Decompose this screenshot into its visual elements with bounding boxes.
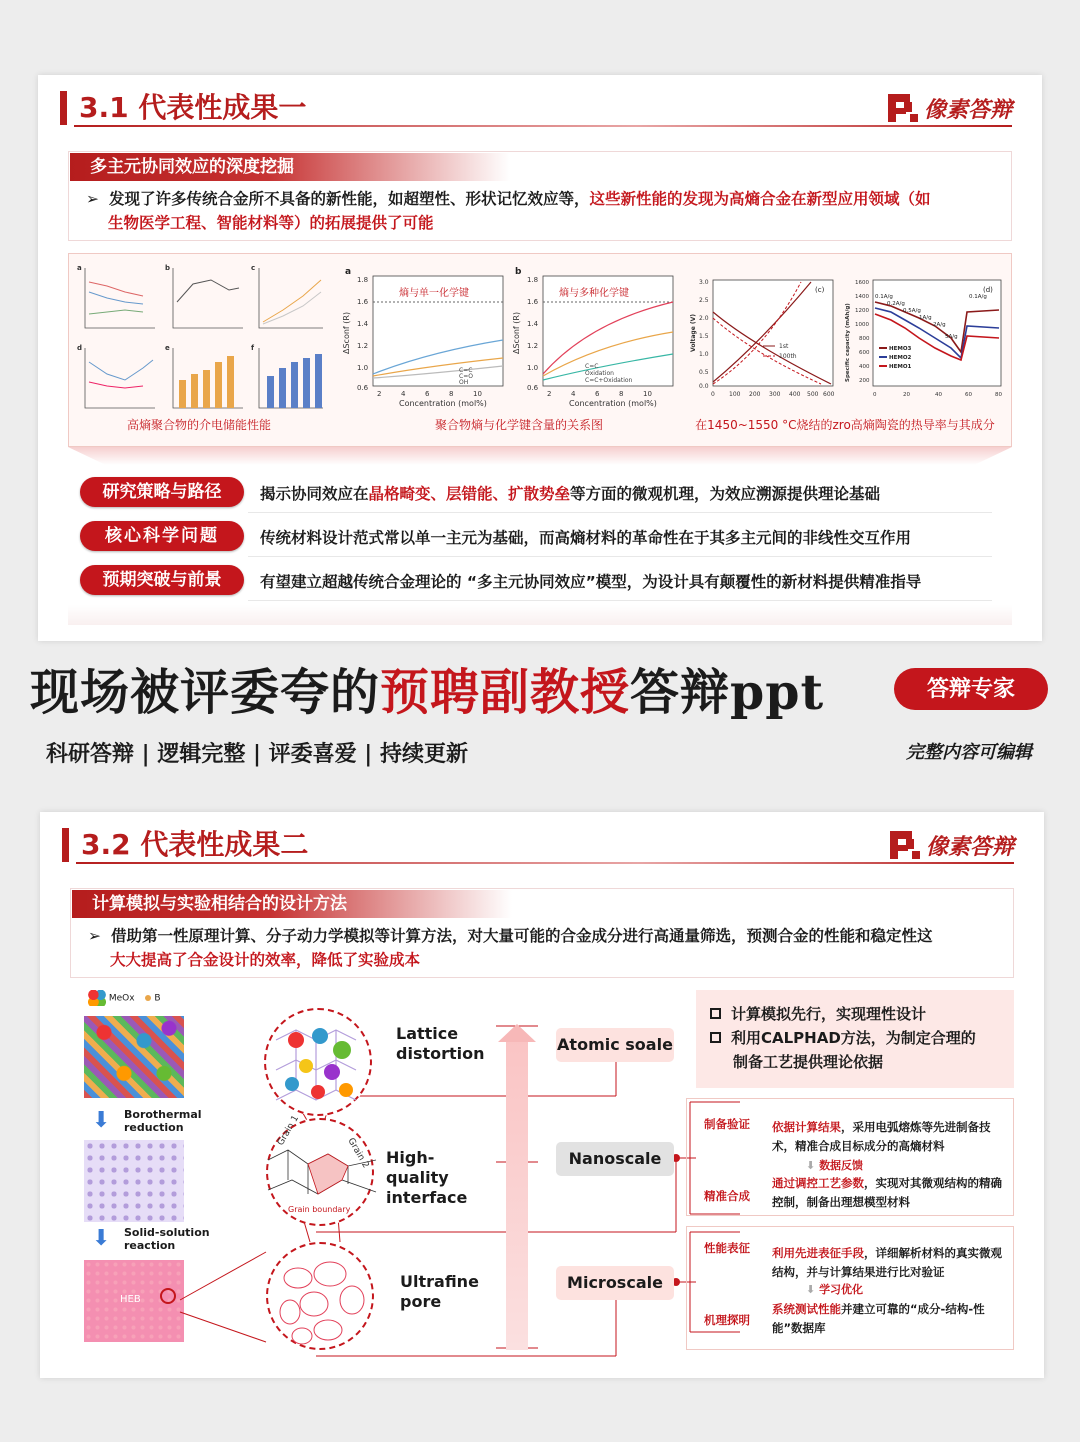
nanoscale-box: Nanoscale xyxy=(556,1142,674,1176)
legend-c-first: 1st xyxy=(779,343,789,350)
tag-precise-synthesis: 精准合成 xyxy=(704,1189,750,1203)
row-strategy-red: 晶格畸变、层错能、扩散势垒 xyxy=(368,485,571,503)
brand-name: 像素答辩 xyxy=(925,834,1014,860)
tag-fabrication-verify: 制备验证 xyxy=(704,1117,750,1131)
dielectric-mini-plots xyxy=(77,262,327,418)
slide-title: 3.2 代表性成果二 xyxy=(62,828,308,862)
row-core-question-text: 传统材料设计范式常以单一主元为基础，而高熵材料的革命性在于其多主元间的非线性交互作用 xyxy=(260,529,912,547)
svg-text:200: 200 xyxy=(749,391,761,398)
caption-ceramic: 在1450~1550 °C烧结的zro高熵陶瓷的热导率与其成分 xyxy=(695,418,995,432)
svg-text:800: 800 xyxy=(859,336,870,342)
grain-boundary-label: Grain boundary xyxy=(288,1205,351,1214)
plot-entropy-multi-bond xyxy=(509,262,679,410)
panel-b-label: b xyxy=(515,267,522,277)
arrow-bullet-icon: ➢ xyxy=(88,927,101,945)
svg-text:f: f xyxy=(251,344,255,352)
rate-label-4: 1A/g xyxy=(919,315,932,321)
interface-circle xyxy=(266,1113,374,1226)
dielectric-plots-grid xyxy=(77,262,327,416)
bullet-plain-text: 发现了许多传统合金所不具备的新性能，如超塑性、形状记忆效应等， xyxy=(109,190,590,208)
pore-circle xyxy=(266,1242,374,1350)
section-subhead: 多主元协同效应的深度挖掘 xyxy=(70,153,510,181)
brand-mark-icon xyxy=(888,94,918,122)
grain1-label: Grain 1 xyxy=(275,1113,302,1148)
rate-label-7: 0.1A/g xyxy=(969,294,987,300)
plot-b-xlabel: Concentration (mol%) xyxy=(569,399,657,408)
plot-a-ylabel: ΔSconf (R) xyxy=(342,311,351,354)
label-pore-text: Ultrafine pore xyxy=(400,1272,479,1311)
check-item-2-cont: 制备工艺提供理论依据 xyxy=(733,1053,884,1071)
legend-cc: C=C xyxy=(459,367,473,374)
nano-note-2-red: 通过调控工艺参数 xyxy=(772,1176,864,1190)
micro-note-1-red: 利用先进表征手段 xyxy=(772,1246,864,1260)
svg-text:20: 20 xyxy=(903,392,910,398)
svg-text:3.0: 3.0 xyxy=(699,279,709,286)
svg-text:0.0: 0.0 xyxy=(699,383,709,390)
svg-text:0: 0 xyxy=(711,391,715,398)
row-strategy-pre: 揭示协同效应在 xyxy=(260,485,369,503)
svg-text:1.0: 1.0 xyxy=(527,364,539,372)
svg-text:6: 6 xyxy=(595,390,600,398)
title-divider xyxy=(74,125,1012,127)
label-lattice-text: Lattice distortion xyxy=(396,1024,485,1063)
nano-note-2-text: ，实现对其微观结构的精确控制，制备出理想模型材料 xyxy=(772,1176,1002,1209)
svg-text:0.6: 0.6 xyxy=(357,384,369,392)
legend-meo: MeOx xyxy=(108,993,135,1004)
promo-headline xyxy=(30,654,824,724)
tagline: 科研答辩 | 逻辑完整 | 评委喜爱 | 持续更新 xyxy=(46,741,468,767)
pore-structure-image xyxy=(268,1244,376,1352)
nano-note-1-red: 依据计算结果 xyxy=(772,1120,841,1134)
row-divider xyxy=(248,556,992,557)
checklist-item xyxy=(710,1002,976,1026)
svg-text:1.2: 1.2 xyxy=(527,342,539,350)
svg-text:600: 600 xyxy=(859,350,870,356)
legend-oh: OH xyxy=(459,379,469,386)
svg-text:400: 400 xyxy=(859,364,870,370)
svg-text:2: 2 xyxy=(547,390,552,398)
svg-text:1.6: 1.6 xyxy=(357,298,369,306)
svg-text:1.6: 1.6 xyxy=(527,298,539,306)
svg-text:0: 0 xyxy=(873,392,877,398)
pill-core-question: 核心科学问题 xyxy=(80,521,244,551)
legend-co: C=O xyxy=(459,373,473,380)
plot-a-xlabel: Concentration (mol%) xyxy=(399,399,487,408)
svg-text:400: 400 xyxy=(789,391,801,398)
figure-panel xyxy=(68,253,1012,447)
rate-label-6: 5A/g xyxy=(945,334,958,340)
label-interface-text: High-quality interface xyxy=(386,1148,468,1207)
bullet-red-text: 这些新性能的发现为高熵合金在新型应用领域（如 xyxy=(589,190,931,208)
svg-text:600: 600 xyxy=(823,391,835,398)
legend-hemo1: HEMO1 xyxy=(889,364,912,370)
row-strategy xyxy=(68,473,992,513)
svg-text:200: 200 xyxy=(859,378,870,384)
svg-text:100: 100 xyxy=(729,391,741,398)
micro-learning-text: 学习优化 xyxy=(819,1283,864,1296)
svg-text:80: 80 xyxy=(995,392,1002,398)
nano-note-1 xyxy=(772,1118,1008,1156)
svg-text:c: c xyxy=(251,264,256,272)
slide-title: 3.1 代表性成果一 xyxy=(60,91,306,125)
panel-a-label: a xyxy=(345,267,352,277)
rows-footer xyxy=(68,605,1012,625)
lattice-circle xyxy=(264,1008,372,1116)
svg-text:1000: 1000 xyxy=(855,322,869,328)
micro-note-2-text: 并建立可靠的“成分-结构-性能”数据库 xyxy=(772,1302,985,1335)
svg-text:1.2: 1.2 xyxy=(357,342,369,350)
micro-note-2 xyxy=(772,1300,1008,1338)
svg-text:1200: 1200 xyxy=(855,308,869,314)
svg-text:2.5: 2.5 xyxy=(699,297,709,304)
svg-text:1600: 1600 xyxy=(855,280,869,286)
svg-text:1400: 1400 xyxy=(855,294,869,300)
section-subhead: 计算模拟与实验相结合的设计方法 xyxy=(72,890,512,918)
checkbox-icon xyxy=(710,1032,721,1043)
legend-b-cc: C=C xyxy=(585,363,599,370)
rate-label-2: 0.2A/g xyxy=(887,301,905,307)
svg-text:1.5: 1.5 xyxy=(699,333,709,340)
micro-note-2-red: 系统测试性能 xyxy=(772,1302,841,1316)
nano-note-1-text: ，采用电弧熔炼等先进制备技术，精准合成目标成分的高熵材料 xyxy=(772,1120,991,1153)
checklist-item xyxy=(710,1026,976,1050)
plot-b-ylabel: ΔSconf (R) xyxy=(512,311,521,354)
legend-b: B xyxy=(154,993,161,1004)
svg-text:500: 500 xyxy=(807,391,819,398)
caption-entropy: 聚合物熵与化学键含量的关系图 xyxy=(434,418,603,432)
check-item-2-text: 利用CALPHAD方法，为制定合理的 xyxy=(731,1029,976,1047)
row-strategy-post: 等方面的微观机理，为效应溯源提供理论基础 xyxy=(570,485,881,503)
nano-feedback-text: 数据反馈 xyxy=(819,1159,864,1172)
label-pore xyxy=(400,1272,480,1312)
step-solid-solution: Solid-solution reaction xyxy=(124,1226,210,1252)
row-divider xyxy=(248,512,992,513)
micro-note-1 xyxy=(772,1244,1008,1282)
svg-text:1.0: 1.0 xyxy=(357,364,369,372)
scale-arrow xyxy=(506,1038,528,1350)
down-arrow-icon: ⬇ xyxy=(92,1108,111,1133)
svg-text:b: b xyxy=(165,264,171,272)
intro-bullet xyxy=(86,187,1006,235)
pill-strategy: 研究策略与路径 xyxy=(80,477,244,507)
down-arrow-icon: ⬇ xyxy=(806,1159,816,1172)
svg-text:8: 8 xyxy=(619,390,624,398)
plot-voltage xyxy=(691,272,841,412)
svg-text:10: 10 xyxy=(643,390,652,398)
svg-text:4: 4 xyxy=(571,390,576,398)
tag-characterization: 性能表征 xyxy=(704,1241,750,1255)
svg-text:1.4: 1.4 xyxy=(357,320,369,328)
legend-hemo2: HEMO2 xyxy=(889,355,912,361)
brand-name: 像素答辩 xyxy=(923,97,1012,123)
svg-text:40: 40 xyxy=(935,392,942,398)
svg-text:0.5: 0.5 xyxy=(699,369,709,376)
svg-text:6: 6 xyxy=(425,390,430,398)
label-interface xyxy=(386,1148,496,1208)
legend-b-combined: C=C+Oxidation xyxy=(585,377,633,384)
svg-text:60: 60 xyxy=(965,392,972,398)
row-breakthrough-text: 有望建立超越传统合金理论的 “多主元协同效应”模型，为设计具有颠覆性的新材料提供精准指导 xyxy=(260,573,922,591)
slide-representative-result-2 xyxy=(40,812,1044,1378)
svg-text:1.4: 1.4 xyxy=(527,320,539,328)
plot-b-title: 熵与多种化学键 xyxy=(559,288,629,299)
svg-text:a: a xyxy=(77,264,82,272)
micro-learning xyxy=(806,1280,863,1299)
svg-text:10: 10 xyxy=(473,390,482,398)
atomic-scale-box: Atomic soale xyxy=(556,1028,674,1062)
svg-text:8: 8 xyxy=(449,390,454,398)
headline-red: 预聘副教授 xyxy=(380,663,631,721)
pill-breakthrough: 预期突破与前景 xyxy=(80,565,244,595)
checklist xyxy=(710,1002,976,1074)
separator-band xyxy=(68,447,1012,465)
slide-representative-result-1 xyxy=(38,75,1042,641)
panel-c-label: (c) xyxy=(815,286,825,294)
microscale-box: Microscale xyxy=(556,1266,674,1300)
scale-arrow-head-icon xyxy=(498,1024,536,1042)
bullet-red-text-2: 生物医学工程、智能材料等）的拓展提供了可能 xyxy=(108,214,434,232)
legend-hemo3: HEMO3 xyxy=(889,346,912,352)
svg-text:2.0: 2.0 xyxy=(699,315,709,322)
plot-entropy-single-bond xyxy=(339,262,509,410)
row-strategy-text xyxy=(260,482,880,504)
down-arrow-icon: ⬇ xyxy=(92,1226,111,1251)
svg-text:1.8: 1.8 xyxy=(527,276,539,284)
label-lattice xyxy=(396,1024,485,1064)
plot-d-ylabel: Specific capacity (mAh/g) xyxy=(845,303,851,382)
bullet-red-text: 大大提高了合金设计的效率，降低了实验成本 xyxy=(110,951,421,969)
brand-logo xyxy=(888,93,1012,123)
svg-text:4: 4 xyxy=(401,390,406,398)
nano-feedback xyxy=(806,1156,863,1175)
editable-note: 完整内容可编辑 xyxy=(906,742,1032,763)
svg-text:1.0: 1.0 xyxy=(699,351,709,358)
plot-c-ylabel: Voltage (V) xyxy=(690,314,697,352)
plot-a-title: 熵与单一化学键 xyxy=(399,288,469,299)
grain-boundary-image xyxy=(268,1113,376,1228)
panel-d-label: (d) xyxy=(983,286,993,294)
micro-note-1-text: ，详细解析材料的真实微观结构，并与计算结果进行比对验证 xyxy=(772,1246,1002,1279)
svg-text:0.6: 0.6 xyxy=(527,384,539,392)
lattice-atoms-image xyxy=(266,1010,374,1118)
checklist-panel xyxy=(696,990,1014,1088)
row-core-question xyxy=(68,517,992,557)
check-item-1-text: 计算模拟先行，实现理性设计 xyxy=(731,1005,927,1023)
bullet-plain-text: 借助第一性原理计算、分子动力学模拟等计算方法，对大量可能的合金成分进行高通量筛选，预测合金的性能和稳定性这 xyxy=(111,927,933,945)
plot-capacity xyxy=(843,272,1009,412)
headline-post: 答辩ppt xyxy=(630,663,825,721)
heb-label: HEB xyxy=(120,1294,141,1305)
tag-mechanism: 机理探明 xyxy=(704,1313,750,1327)
step-borothermal: Borothermal reduction xyxy=(124,1108,202,1134)
grain2-label: Grain 2 xyxy=(345,1136,371,1171)
checkbox-icon xyxy=(710,1008,721,1019)
nano-note-2 xyxy=(772,1174,1008,1212)
expert-badge: 答辩专家 xyxy=(894,668,1048,710)
rate-label-5: 2A/g xyxy=(933,322,946,328)
legend-c-hundredth: 100th xyxy=(779,353,797,360)
headline-pre: 现场被评委夸的 xyxy=(30,663,381,721)
svg-text:1.8: 1.8 xyxy=(357,276,369,284)
rate-label-1: 0.1A/g xyxy=(875,294,893,300)
svg-text:2: 2 xyxy=(377,390,382,398)
row-breakthrough xyxy=(68,561,992,601)
svg-text:d: d xyxy=(77,344,83,352)
down-arrow-icon: ⬇ xyxy=(806,1283,816,1296)
rate-label-3: 0.5A/g xyxy=(903,308,921,314)
arrow-bullet-icon: ➢ xyxy=(86,190,99,208)
svg-text:e: e xyxy=(165,344,170,352)
row-divider xyxy=(248,600,992,601)
legend-b-oxidation: Oxidation xyxy=(585,370,614,377)
svg-text:300: 300 xyxy=(769,391,781,398)
caption-dielectric: 高熵聚合物的介电储能性能 xyxy=(126,418,271,432)
